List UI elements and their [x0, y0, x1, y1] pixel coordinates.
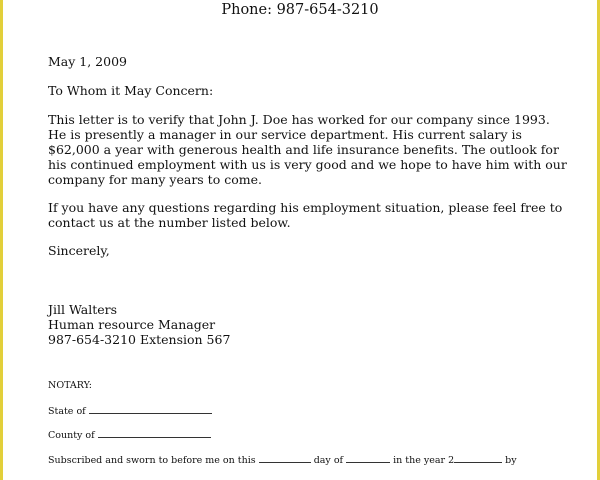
paragraph-line: $62,000 a year with generous health and life insurance benefits. The outlook for [48, 142, 559, 157]
letter-date: May 1, 2009 [48, 54, 127, 69]
paragraph-line: If you have any questions regarding his employment situation, please feel free to [48, 200, 563, 215]
sworn-day-label: day of [313, 455, 344, 466]
signer-name: Jill Walters [48, 302, 118, 317]
paragraph-line: his continued employment with us is very good and we hope to have him with our [48, 157, 567, 172]
signer-title: Human resource Manager [48, 317, 216, 332]
paragraph-line: contact us at the number listed below. [48, 215, 291, 230]
sworn-month-blank-field[interactable] [346, 453, 390, 463]
letter-body [48, 54, 568, 347]
sworn-date-blank-field[interactable] [259, 453, 311, 463]
state-blank-field[interactable] [89, 404, 212, 414]
county-label: County of [48, 430, 95, 441]
paragraph-line: He is presently a manager in our service department. His current salary is [48, 127, 522, 142]
sworn-by-label: by [505, 455, 517, 466]
paragraph-line: company for many years to come. [48, 172, 262, 187]
sworn-prefix: Subscribed and sworn to before me on this [48, 455, 256, 466]
letter-salutation: To Whom it May Concern: [48, 83, 214, 98]
paragraph-contact [48, 200, 568, 230]
state-label: State of [48, 406, 86, 417]
signer-phone: 987-654-3210 Extension 567 [48, 332, 231, 347]
letterhead-phone: Phone: 987-654-3210 [221, 2, 379, 18]
paragraph-verification [48, 112, 568, 187]
notary-sworn-row [48, 453, 517, 467]
notary-state-row [48, 404, 212, 418]
letter-closing: Sincerely, [48, 243, 110, 258]
notary-heading: NOTARY: [48, 380, 92, 391]
county-blank-field[interactable] [98, 428, 211, 438]
paragraph-line: This letter is to verify that John J. Doe has worked for our company since 1993. [48, 112, 550, 127]
sworn-year-label: in the year 2 [393, 455, 455, 466]
notary-county-row [48, 428, 211, 442]
signature-block [48, 302, 568, 347]
sworn-year-blank-field[interactable] [454, 453, 502, 463]
